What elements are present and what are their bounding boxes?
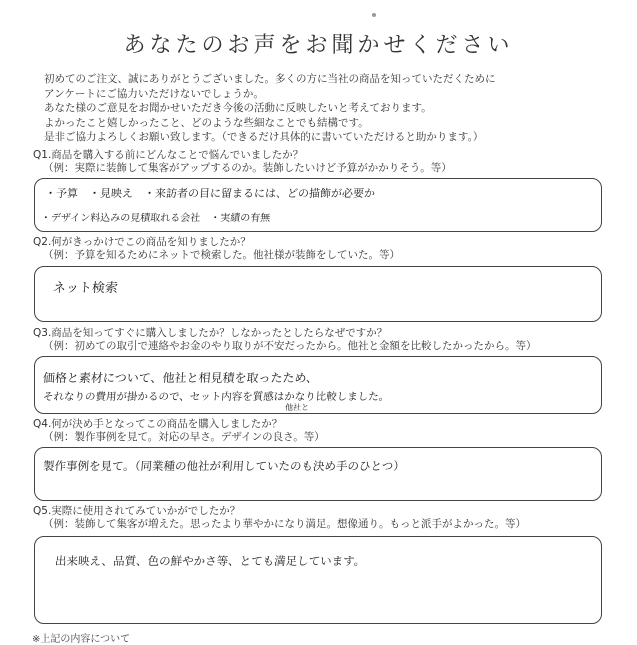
answer-3-annotation: 他社と <box>284 403 310 412</box>
question-1 <box>33 149 452 175</box>
form-title: あなたのお声をお聞かせください <box>123 33 514 58</box>
intro-line: あなた様のご意見をお聞かせいただき今後の活動に反映したいと考えております。 <box>44 102 432 115</box>
intro-line: 是非ご協力よろしくお願い致します。（できるだけ具体的に書いていただけると助かります。） <box>44 131 484 144</box>
answer-box-3[interactable] <box>34 356 602 414</box>
footer-note: ※上記の内容について <box>32 634 211 645</box>
answer-box-2[interactable] <box>34 266 602 322</box>
intro-line: よかったこと嬉しかったこと、どのような些細なことでも結構です。 <box>44 116 369 129</box>
question-5 <box>33 505 526 531</box>
question-2-label: Q2.何がきっかけでこの商品を知りましたか？ <box>33 236 251 248</box>
answer-5-line-1: 出来映え、品質、色の鮮やかさ等、とても満足しています。 <box>54 554 366 568</box>
question-3 <box>33 327 537 353</box>
question-1-label: Q1.商品を購入する前にどんなことで悩んでいましたか？ <box>33 149 304 161</box>
intro-text <box>44 72 624 145</box>
intro-line: アンケートにご協力いただけないでしょうか。 <box>44 87 264 100</box>
question-2 <box>33 236 400 262</box>
answer-2-line-1: ネット検索 <box>52 281 119 296</box>
question-3-example: （例：初めての取引で連絡やお金のやり取りが不安だったから。他社と金額を比較したかったから。等） <box>43 340 537 352</box>
question-4-example: （例：製作事例を見て。対応の早さ。デザインの良さ。等） <box>43 431 325 443</box>
answer-box-1[interactable] <box>34 178 602 232</box>
question-4 <box>33 418 325 444</box>
question-5-example: （例：装飾して集客が増えた。思ったより華やかになり満足。想像通り。もっと派手がよかった。等） <box>43 518 526 530</box>
question-2-example: （例：予算を知るためにネットで検索した。他社様が装飾をしていた。等） <box>43 249 400 261</box>
question-5-label: Q5.実際に使用されてみていかがでしたか？ <box>33 505 241 517</box>
scan-speck <box>372 13 376 17</box>
intro-line: 初めてのご注文、誠にありがとうございました。多くの方に当社の商品を知っていただくために <box>44 73 496 85</box>
answer-4-line-1: 製作事例を見て。（同業種の他社が利用していたのも決め手のひとつ） <box>42 459 406 473</box>
question-1-example: （例：実際に装飾して集客がアップするのか。装飾したいけど予算がかかりそう。等） <box>43 162 452 174</box>
question-3-label: Q3.商品を知ってすぐに購入しましたか？しなかったとしたらなぜですか？ <box>33 327 388 339</box>
answer-1-line-2: ・デザイン料込みの見積取れる会社 ・実績の有無 <box>40 213 271 224</box>
answer-3-line-1: 価格と素材について、他社と相見積を取ったため、 <box>42 371 319 385</box>
answer-1-line-1: ・予算 ・見映え ・来訪者の目に留まるには、どの描飾が必要か <box>44 187 376 200</box>
answer-3-line-2: それなりの費用が掛かるので、セット内容を質感はかなり比較しました。 <box>42 391 390 403</box>
answer-box-5[interactable] <box>34 536 602 624</box>
question-4-label: Q4.何が決め手となってこの商品を購入しましたか？ <box>33 418 283 430</box>
answer-box-4[interactable] <box>34 447 602 501</box>
